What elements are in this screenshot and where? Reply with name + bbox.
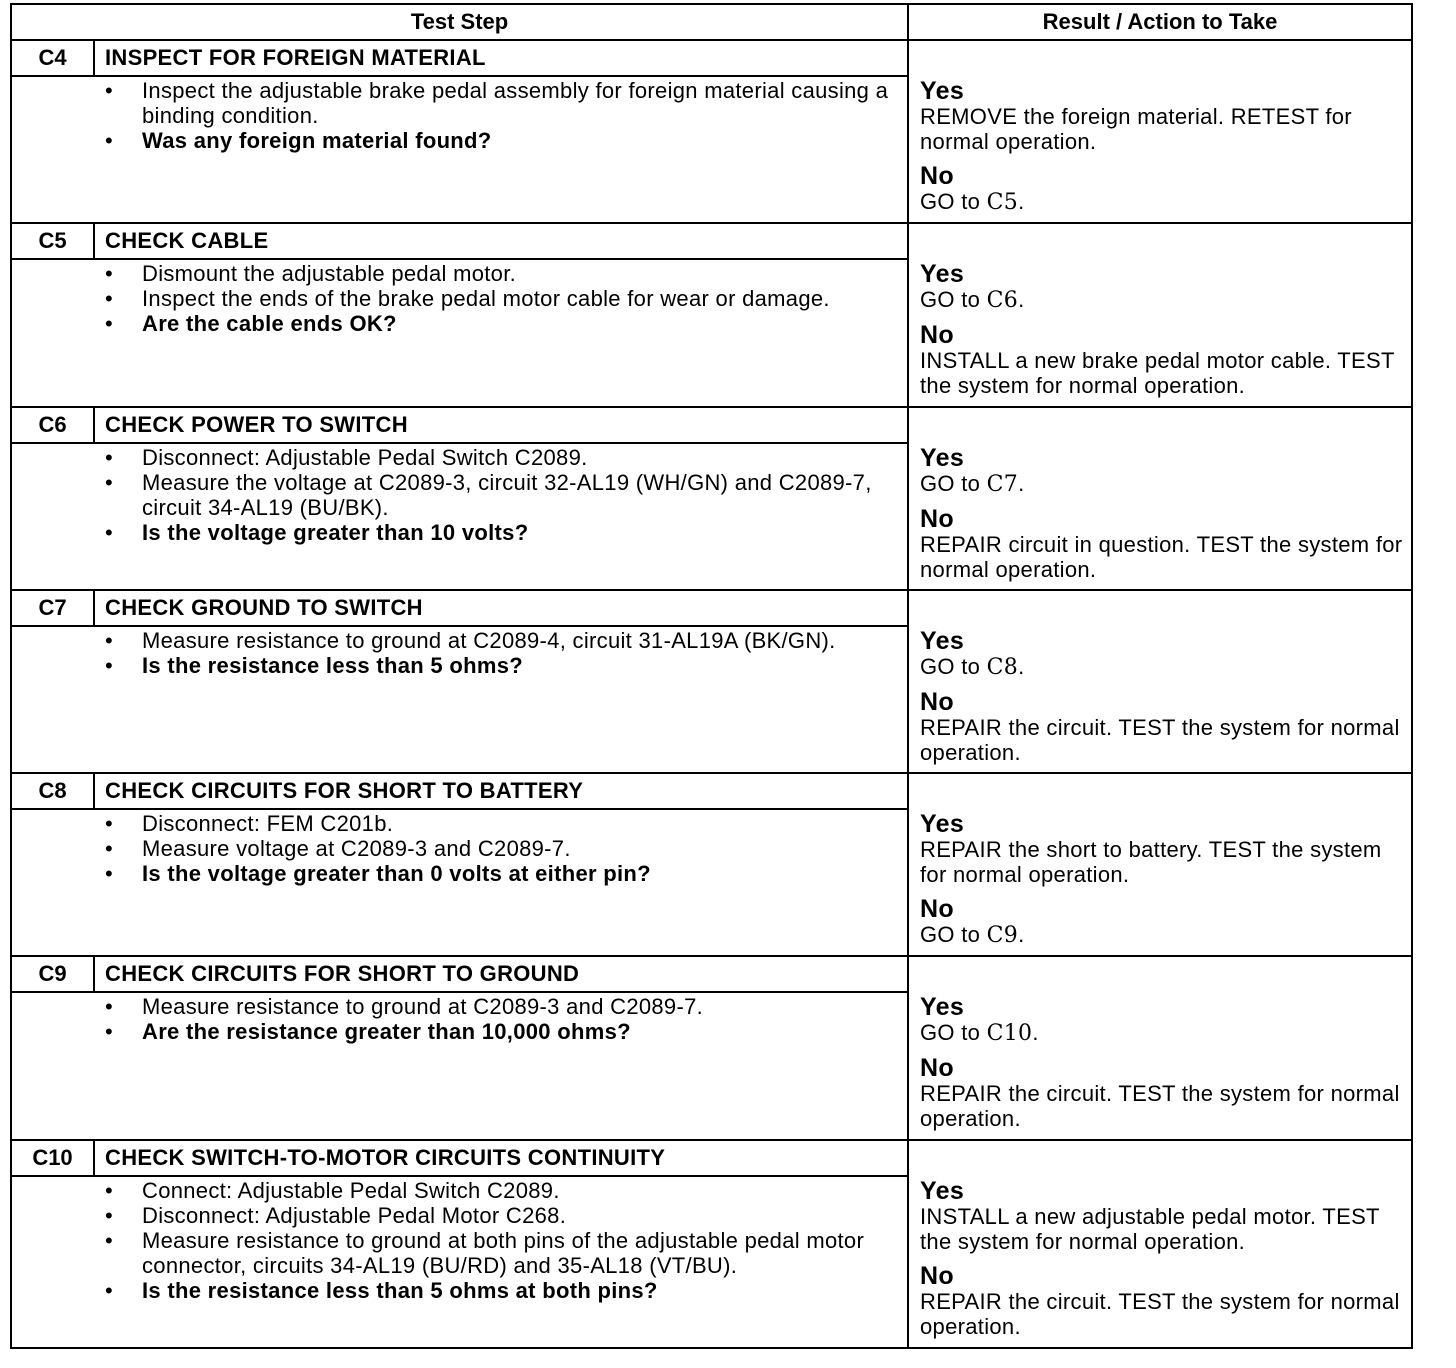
step-bullet: • Inspect the ends of the brake pedal motor cable for wear or damage. — [102, 286, 897, 311]
step-result — [908, 223, 1412, 406]
yes-action — [920, 471, 1403, 497]
test-step-header: Test Step — [11, 4, 908, 40]
step-bullet: • Disconnect: FEM C201b. — [102, 811, 897, 836]
step-title: CHECK SWITCH-TO-MOTOR CIRCUITS CONTINUITY — [94, 1140, 908, 1176]
step-question: • Was any foreign material found? — [102, 128, 897, 153]
step-title-row — [11, 1140, 1412, 1176]
step-result — [908, 407, 1412, 590]
yes-action — [920, 654, 1403, 680]
step-id: C9 — [11, 956, 94, 992]
no-label: No — [920, 687, 954, 716]
no-action — [920, 1081, 1403, 1131]
step-question: • Is the voltage greater than 10 volts? — [102, 520, 897, 545]
no-goto-ref[interactable]: C5 — [986, 190, 1019, 215]
yes-text: GO to — [920, 470, 981, 496]
yes-after: . — [1018, 653, 1025, 679]
step-bullet: • Connect: Adjustable Pedal Switch C2089. — [102, 1178, 897, 1203]
step-spacer — [11, 1176, 94, 1349]
step-spacer — [11, 809, 94, 956]
no-action — [920, 348, 1403, 398]
step-bullet: • Dismount the adjustable pedal motor. — [102, 261, 897, 286]
yes-goto-ref[interactable]: C10 — [986, 1021, 1033, 1047]
no-label: No — [920, 504, 954, 533]
step-title-row — [11, 40, 1412, 76]
no-text: REPAIR the circuit. TEST the system for normal operation. — [920, 1288, 1400, 1339]
step-title-row — [11, 956, 1412, 992]
step-bullet: • Disconnect: Adjustable Pedal Motor C268. — [102, 1203, 897, 1228]
step-question: • Is the voltage greater than 0 volts at either pin? — [102, 861, 897, 886]
step-id: C5 — [11, 223, 94, 259]
bullet-list — [102, 445, 897, 545]
no-label: No — [920, 1261, 954, 1290]
step-instructions — [94, 626, 908, 773]
yes-action — [920, 1204, 1403, 1254]
step-bullet: • Measure the voltage at C2089-3, circuit 32-AL19 (WH/GN) and C2089-7, circuit 34-AL19 (BU/BK). — [102, 470, 897, 520]
bullet-list — [102, 811, 897, 886]
no-label: No — [920, 895, 954, 923]
yes-text: INSTALL a new adjustable pedal motor. TEST the system for normal operation. — [920, 1203, 1380, 1254]
step-title-row — [11, 590, 1412, 626]
yes-action — [920, 287, 1403, 313]
step-id: C7 — [11, 590, 94, 626]
step-id: C10 — [11, 1140, 94, 1176]
step-id: C4 — [11, 40, 94, 76]
no-action — [920, 1289, 1403, 1339]
step-instructions — [94, 1176, 908, 1349]
step-title: CHECK POWER TO SWITCH — [94, 407, 908, 443]
step-title-row — [11, 223, 1412, 259]
step-bullet: • Inspect the adjustable brake pedal assembly for foreign material causing a binding condition. — [102, 78, 897, 128]
yes-text: GO to — [920, 287, 981, 313]
step-title: CHECK CIRCUITS FOR SHORT TO GROUND — [94, 956, 908, 992]
step-bullet: • Measure resistance to ground at both pins of the adjustable pedal motor connector, circuits 34-AL19 (BU/RD) and 35-AL18 (VT/BU). — [102, 1228, 897, 1278]
step-result — [908, 773, 1412, 956]
header-row — [11, 4, 1412, 40]
step-bullet: • Measure resistance to ground at C2089-3 and C2089-7. — [102, 994, 897, 1019]
bullet-list — [102, 1178, 897, 1303]
step-bullet: • Disconnect: Adjustable Pedal Switch C2089. — [102, 445, 897, 470]
yes-after: . — [1018, 470, 1025, 496]
no-after: . — [1018, 922, 1025, 947]
no-after: . — [1018, 189, 1025, 214]
yes-after: . — [1032, 1020, 1039, 1046]
step-spacer — [11, 443, 94, 590]
no-text: GO to — [920, 189, 981, 214]
step-result — [908, 590, 1412, 773]
step-title: CHECK CABLE — [94, 223, 908, 259]
step-instructions — [94, 809, 908, 956]
step-instructions — [94, 76, 908, 223]
step-title: INSPECT FOR FOREIGN MATERIAL — [94, 40, 908, 76]
yes-action — [920, 104, 1403, 154]
step-spacer — [11, 626, 94, 773]
step-instructions — [94, 443, 908, 590]
step-question: • Are the resistance greater than 10,000 ohms? — [102, 1019, 897, 1044]
step-bullet: • Measure voltage at C2089-3 and C2089-7. — [102, 836, 897, 861]
no-text: REPAIR circuit in question. TEST the system for normal operation. — [920, 531, 1403, 582]
step-bullet: • Measure resistance to ground at C2089-4, circuit 31-AL19A (BK/GN). — [102, 628, 897, 653]
yes-action — [920, 837, 1403, 887]
step-title-row — [11, 407, 1412, 443]
no-goto-ref[interactable]: C9 — [986, 923, 1019, 948]
step-question: • Is the resistance less than 5 ohms? — [102, 653, 897, 678]
step-id: C8 — [11, 773, 94, 809]
yes-label: Yes — [920, 443, 965, 472]
yes-label: Yes — [920, 77, 965, 105]
step-spacer — [11, 992, 94, 1139]
step-result — [908, 1140, 1412, 1349]
diagnostic-test-table — [10, 3, 1413, 1349]
step-title-row — [11, 773, 1412, 809]
yes-label: Yes — [920, 626, 965, 655]
result-action-header: Result / Action to Take — [908, 4, 1412, 40]
yes-text: REMOVE the foreign material. RETEST for normal operation. — [920, 104, 1352, 154]
step-title: CHECK GROUND TO SWITCH — [94, 590, 908, 626]
step-instructions — [94, 259, 908, 406]
step-instructions — [94, 992, 908, 1139]
bullet-list — [102, 628, 897, 678]
bullet-list — [102, 261, 897, 336]
no-action — [920, 922, 1403, 948]
bullet-list — [102, 994, 897, 1044]
yes-goto-ref[interactable]: C8 — [986, 654, 1019, 680]
yes-label: Yes — [920, 260, 965, 289]
no-action — [920, 532, 1403, 582]
no-text: INSTALL a new brake pedal motor cable. TEST the system for normal operation. — [920, 348, 1395, 399]
yes-action — [920, 1020, 1403, 1046]
yes-after: . — [1018, 287, 1025, 313]
no-label: No — [920, 1054, 954, 1083]
yes-label: Yes — [920, 1176, 965, 1205]
step-result — [908, 956, 1412, 1139]
step-spacer — [11, 259, 94, 406]
step-id: C6 — [11, 407, 94, 443]
yes-goto-ref[interactable]: C6 — [986, 288, 1019, 314]
step-question: • Is the resistance less than 5 ohms at both pins? — [102, 1278, 897, 1303]
yes-text: GO to — [920, 1020, 981, 1046]
no-action — [920, 715, 1403, 765]
yes-text: REPAIR the short to battery. TEST the system for normal operation. — [920, 837, 1382, 887]
no-label: No — [920, 162, 954, 190]
yes-text: GO to — [920, 653, 981, 679]
bullet-list — [102, 78, 897, 153]
step-question: • Are the cable ends OK? — [102, 311, 897, 336]
no-text: REPAIR the circuit. TEST the system for normal operation. — [920, 714, 1400, 765]
yes-label: Yes — [920, 993, 965, 1022]
step-title: CHECK CIRCUITS FOR SHORT TO BATTERY — [94, 773, 908, 809]
table-body — [11, 40, 1412, 1348]
no-action — [920, 189, 1403, 215]
yes-goto-ref[interactable]: C7 — [986, 471, 1019, 497]
step-spacer — [11, 76, 94, 223]
yes-label: Yes — [920, 810, 965, 838]
no-text: GO to — [920, 922, 981, 947]
no-label: No — [920, 321, 954, 350]
step-result — [908, 40, 1412, 223]
no-text: REPAIR the circuit. TEST the system for normal operation. — [920, 1081, 1400, 1132]
